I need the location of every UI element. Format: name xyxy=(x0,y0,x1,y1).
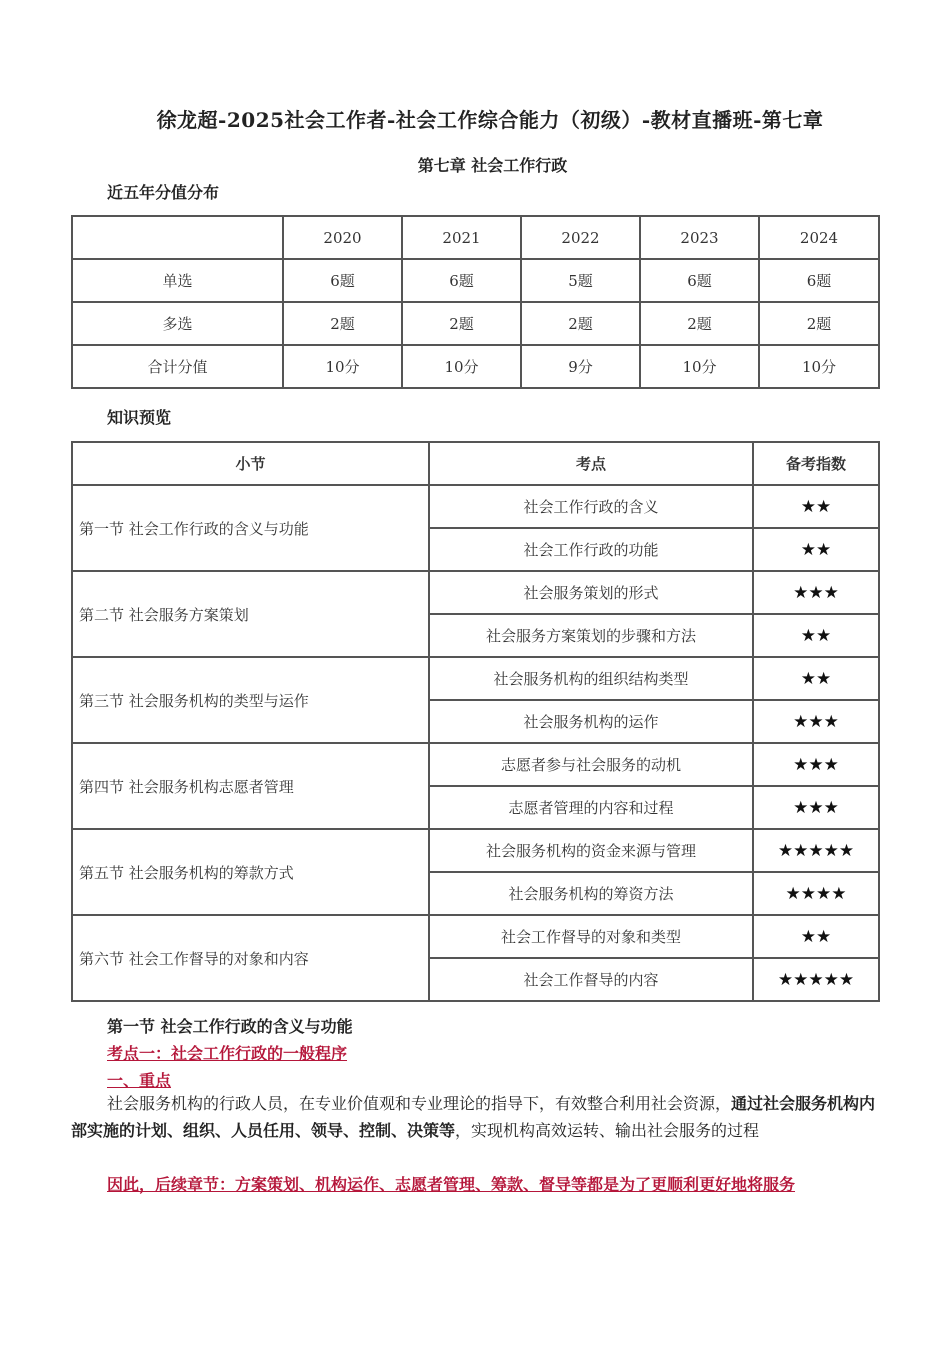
table-row xyxy=(72,259,879,302)
table-cell: 2题 xyxy=(283,302,402,345)
point-cell: 社会服务机构的运作 xyxy=(429,700,753,743)
chapter-title: 第七章 社会工作行政 xyxy=(417,156,568,175)
point-cell: 志愿者参与社会服务的动机 xyxy=(429,743,753,786)
table-cell: 10分 xyxy=(759,345,879,388)
table-row xyxy=(72,485,879,528)
table-cell: 10分 xyxy=(640,345,759,388)
row-label: 多选 xyxy=(72,302,283,345)
kaodian-heading: 考点一：社会工作行政的一般程序 xyxy=(107,1044,348,1063)
paragraph-text: ，实现机构高效运转、输出社会服务的过程 xyxy=(455,1121,760,1140)
star-rating: ★★★★ xyxy=(753,872,879,915)
point-cell: 社会工作行政的含义 xyxy=(429,485,753,528)
score-section-label: 近五年分值分布 xyxy=(107,183,220,202)
knowledge-preview-table xyxy=(71,441,880,1002)
section-cell: 第六节 社会工作督导的对象和内容 xyxy=(72,915,429,1001)
star-rating: ★★★ xyxy=(753,786,879,829)
star-rating: ★★★★★ xyxy=(753,958,879,1001)
table-cell: 5题 xyxy=(521,259,640,302)
table-cell: 6题 xyxy=(759,259,879,302)
row-label: 单选 xyxy=(72,259,283,302)
table-row xyxy=(72,345,879,388)
highlight-paragraph: 因此，后续章节：方案策划、机构运作、志愿者管理、筹款、督导等都是为了更顺利更好地将服务 xyxy=(107,1175,796,1194)
table-row xyxy=(72,743,879,786)
point-cell: 社会工作行政的功能 xyxy=(429,528,753,571)
star-rating: ★★★ xyxy=(753,743,879,786)
star-rating: ★★ xyxy=(753,657,879,700)
star-rating: ★★★ xyxy=(753,571,879,614)
year-header: 2023 xyxy=(640,216,759,259)
star-rating: ★★ xyxy=(753,528,879,571)
star-rating: ★★★★★ xyxy=(753,829,879,872)
star-rating: ★★ xyxy=(753,614,879,657)
paragraph-emphasis: 通过社会服务机构内部实施的计划、组织、人员任用、领导、控制、决策等 xyxy=(71,1094,876,1140)
section-cell: 第二节 社会服务方案策划 xyxy=(72,571,429,657)
table-cell: 2题 xyxy=(640,302,759,345)
score-distribution-table xyxy=(71,215,880,389)
table-cell: 2题 xyxy=(402,302,521,345)
table-cell: 10分 xyxy=(283,345,402,388)
table-cell: 9分 xyxy=(521,345,640,388)
table-row xyxy=(72,915,879,958)
document-title: 徐龙超-2025社会工作者-社会工作综合能力（初级）-教材直播班-第七章 xyxy=(156,108,824,132)
section-cell: 第三节 社会服务机构的类型与运作 xyxy=(72,657,429,743)
section-heading: 第一节 社会工作行政的含义与功能 xyxy=(107,1017,353,1036)
star-rating: ★★ xyxy=(753,915,879,958)
point-cell: 社会工作督导的对象和类型 xyxy=(429,915,753,958)
header-section: 小节 xyxy=(72,442,429,485)
point-cell: 社会服务方案策划的步骤和方法 xyxy=(429,614,753,657)
table-cell: 2题 xyxy=(521,302,640,345)
year-header: 2022 xyxy=(521,216,640,259)
star-rating: ★★★ xyxy=(753,700,879,743)
table-cell: 10分 xyxy=(402,345,521,388)
point-cell: 社会服务策划的形式 xyxy=(429,571,753,614)
sub-heading: 一、重点 xyxy=(107,1071,172,1090)
point-cell: 社会服务机构的筹资方法 xyxy=(429,872,753,915)
section-cell: 第一节 社会工作行政的含义与功能 xyxy=(72,485,429,571)
section-cell: 第四节 社会服务机构志愿者管理 xyxy=(72,743,429,829)
table-row xyxy=(72,657,879,700)
table-row xyxy=(72,571,879,614)
table-cell: 6题 xyxy=(640,259,759,302)
table-row xyxy=(72,829,879,872)
table-corner-cell xyxy=(72,216,283,259)
point-cell: 社会工作督导的内容 xyxy=(429,958,753,1001)
year-header: 2021 xyxy=(402,216,521,259)
point-cell: 志愿者管理的内容和过程 xyxy=(429,786,753,829)
table-cell: 6题 xyxy=(402,259,521,302)
table-header-row xyxy=(72,216,879,259)
table-header-row xyxy=(72,442,879,485)
star-rating: ★★ xyxy=(753,485,879,528)
year-header: 2024 xyxy=(759,216,879,259)
point-cell: 社会服务机构的组织结构类型 xyxy=(429,657,753,700)
table-row xyxy=(72,302,879,345)
body-paragraph xyxy=(71,1090,878,1144)
row-label: 合计分值 xyxy=(72,345,283,388)
knowledge-preview-label: 知识预览 xyxy=(107,408,172,427)
point-cell: 社会服务机构的资金来源与管理 xyxy=(429,829,753,872)
year-header: 2020 xyxy=(283,216,402,259)
section-cell: 第五节 社会服务机构的筹款方式 xyxy=(72,829,429,915)
table-cell: 6题 xyxy=(283,259,402,302)
header-point: 考点 xyxy=(429,442,753,485)
paragraph-text: 社会服务机构的行政人员，在专业价值观和专业理论的指导下，有效整合利用社会资源， xyxy=(107,1094,732,1113)
table-cell: 2题 xyxy=(759,302,879,345)
header-stars: 备考指数 xyxy=(753,442,879,485)
